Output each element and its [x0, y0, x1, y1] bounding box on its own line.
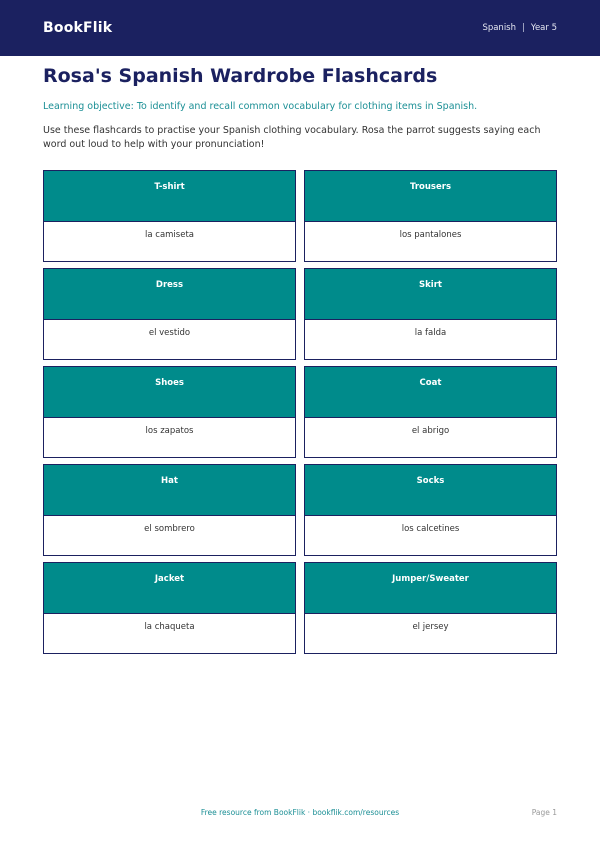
- flashcard[interactable]: [304, 562, 557, 654]
- flashcard-spanish: el jersey: [305, 613, 556, 653]
- flashcard[interactable]: [43, 562, 296, 654]
- flashcard-english: Jacket: [44, 563, 295, 613]
- flashcard-spanish: el vestido: [44, 319, 295, 359]
- flashcard-english: Coat: [305, 367, 556, 417]
- flashcard-spanish: los calcetines: [305, 515, 556, 555]
- flashcard-english: Shoes: [44, 367, 295, 417]
- flashcard-english: Hat: [44, 465, 295, 515]
- subject-label: Spanish: [482, 23, 517, 33]
- page-footer: [0, 808, 600, 820]
- flashcard-spanish: la falda: [305, 319, 556, 359]
- meta-separator: |: [522, 23, 525, 33]
- intro-text: Use these flashcards to practise your Spanish clothing vocabulary. Rosa the parrot suggests saying each word out loud to help with your pronunciation!: [43, 125, 541, 150]
- flashcard[interactable]: [304, 464, 557, 556]
- flashcard-spanish: el abrigo: [305, 417, 556, 457]
- flashcard[interactable]: [304, 366, 557, 458]
- page-title: Rosa's Spanish Wardrobe Flashcards: [43, 65, 438, 87]
- brand-logo-text[interactable]: BookFlik: [43, 20, 113, 36]
- learning-objective: Learning objective: To identify and recall common vocabulary for clothing items in Spanish.: [43, 101, 478, 112]
- flashcard-english: T-shirt: [44, 171, 295, 221]
- flashcard[interactable]: [304, 268, 557, 360]
- flashcard[interactable]: [43, 268, 296, 360]
- flashcard-english: Skirt: [305, 269, 556, 319]
- header-meta: [482, 23, 557, 33]
- year-label: Year 5: [530, 23, 557, 33]
- flashcard-english: Dress: [44, 269, 295, 319]
- flashcard-spanish: la camiseta: [44, 221, 295, 261]
- flashcard-grid: [43, 170, 557, 654]
- flashcard-spanish: los pantalones: [305, 221, 556, 261]
- flashcard[interactable]: [43, 366, 296, 458]
- footer-resource-link[interactable]: Free resource from BookFlik · bookflik.com/resources: [200, 808, 400, 817]
- flashcard-english: Jumper/Sweater: [305, 563, 556, 613]
- flashcard-spanish: el sombrero: [44, 515, 295, 555]
- flashcard-spanish: la chaqueta: [44, 613, 295, 653]
- flashcard[interactable]: [43, 170, 296, 262]
- flashcard[interactable]: [43, 464, 296, 556]
- flashcard[interactable]: [304, 170, 557, 262]
- flashcard-spanish: los zapatos: [44, 417, 295, 457]
- flashcard-english: Socks: [305, 465, 556, 515]
- page-number: Page 1: [531, 808, 557, 817]
- header-bar: [0, 0, 600, 56]
- flashcard-english: Trousers: [305, 171, 556, 221]
